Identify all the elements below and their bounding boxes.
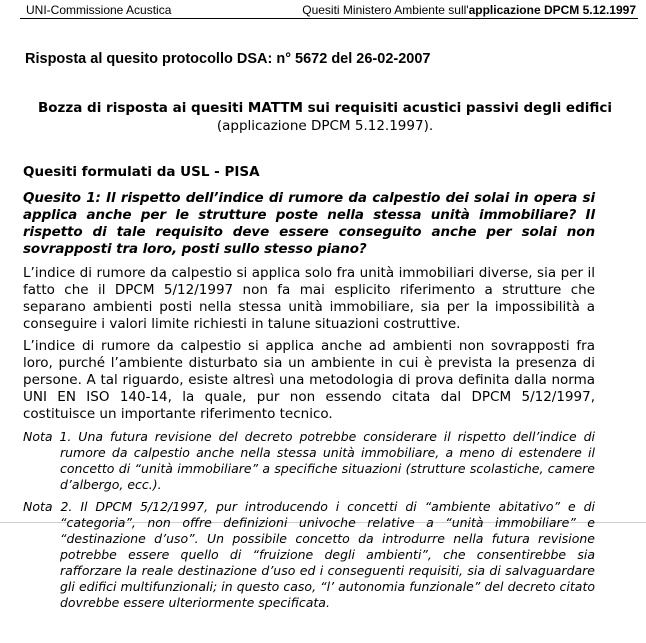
note-2 [23, 499, 595, 611]
document-title-main: Bozza di risposta ai quesiti MATTM sui requisiti acustici passivi degli edifici [37, 100, 613, 116]
header-right-prefix: Quesiti Ministero Ambiente sull' [302, 3, 469, 17]
header-right-bold: applicazione DPCM 5.12.1997 [468, 3, 636, 17]
note-2-text: Nota 2. Il DPCM 5/12/1997, pur introducendo i concetti di “ambiente abitativo” e di “categoria”, non offre definizioni univoche relative a “unità immobiliare” e “destinazione d’uso”. Un possibile concetto da introdurre nella futura revisione potrebbe essere quello di “fruizione degli ambienti”, che consentirebbe sia rafforzare la reale destinazione d’uso ed i conseguenti requisiti, sia di salvaguardare gli edifici multifunzionali; in questo caso, “l’ autonomia funzionale” del decreto citato dovrebbe essere ulteriormente specificata. [23, 499, 595, 610]
header-left: UNI-Commissione Acustica [26, 3, 172, 17]
document-title-sub: (applicazione DPCM 5.12.1997). [216, 118, 434, 134]
header-right [302, 4, 636, 17]
section-title: Quesiti formulati da USL - PISA [23, 164, 260, 180]
question-1: Quesito 1: Il rispetto dell’indice di rumore da calpestio dei solai in opera si applica anche per le strutture poste nella stessa unità immobiliare? Il rispetto di tale requisito deve essere conseguito anche per solai non sovrapposti tra loro, posti sullo stesso piano? [23, 190, 595, 257]
note-1 [23, 429, 595, 493]
protocol-title: Risposta al quesito protocollo DSA: n° 5672 del 26-02-2007 [25, 51, 431, 67]
note-1-text: Nota 1. Una futura revisione del decreto potrebbe considerare il rispetto dell’indice di rumore da calpestio anche nella stessa unità immobiliare, a meno di estendere il concetto di “unità immobiliare” a specifiche situazioni (strutture scolastiche, camere d’albergo, ecc.). [23, 429, 595, 492]
answer-paragraph-1: L’indice di rumore da calpestio si applica solo fra unità immobiliari diverse, sia per il fatto che il DPCM 5/12/1997 non fa mai esplicito riferimento a strutture che separano ambienti posti nella stessa unità immobiliare, sia per la impossibilità a conseguire i valori limite richiesti in talune situazioni costruttive. [23, 265, 595, 332]
document-title [20, 99, 630, 135]
page-header [20, 4, 638, 19]
answer-paragraph-2: L’indice di rumore da calpestio si applica anche ad ambienti non sovrapposti fra loro, purché l’ambiente disturbato sia un ambiente in cui è prevista la presenza di persone. A tal riguardo, esiste altresì una metodologia di prova definita dalla norma UNI EN ISO 140-14, la quale, pur non essendo citata dal DPCM 5/12/1997, costituisce un importante riferimento tecnico. [23, 338, 595, 422]
